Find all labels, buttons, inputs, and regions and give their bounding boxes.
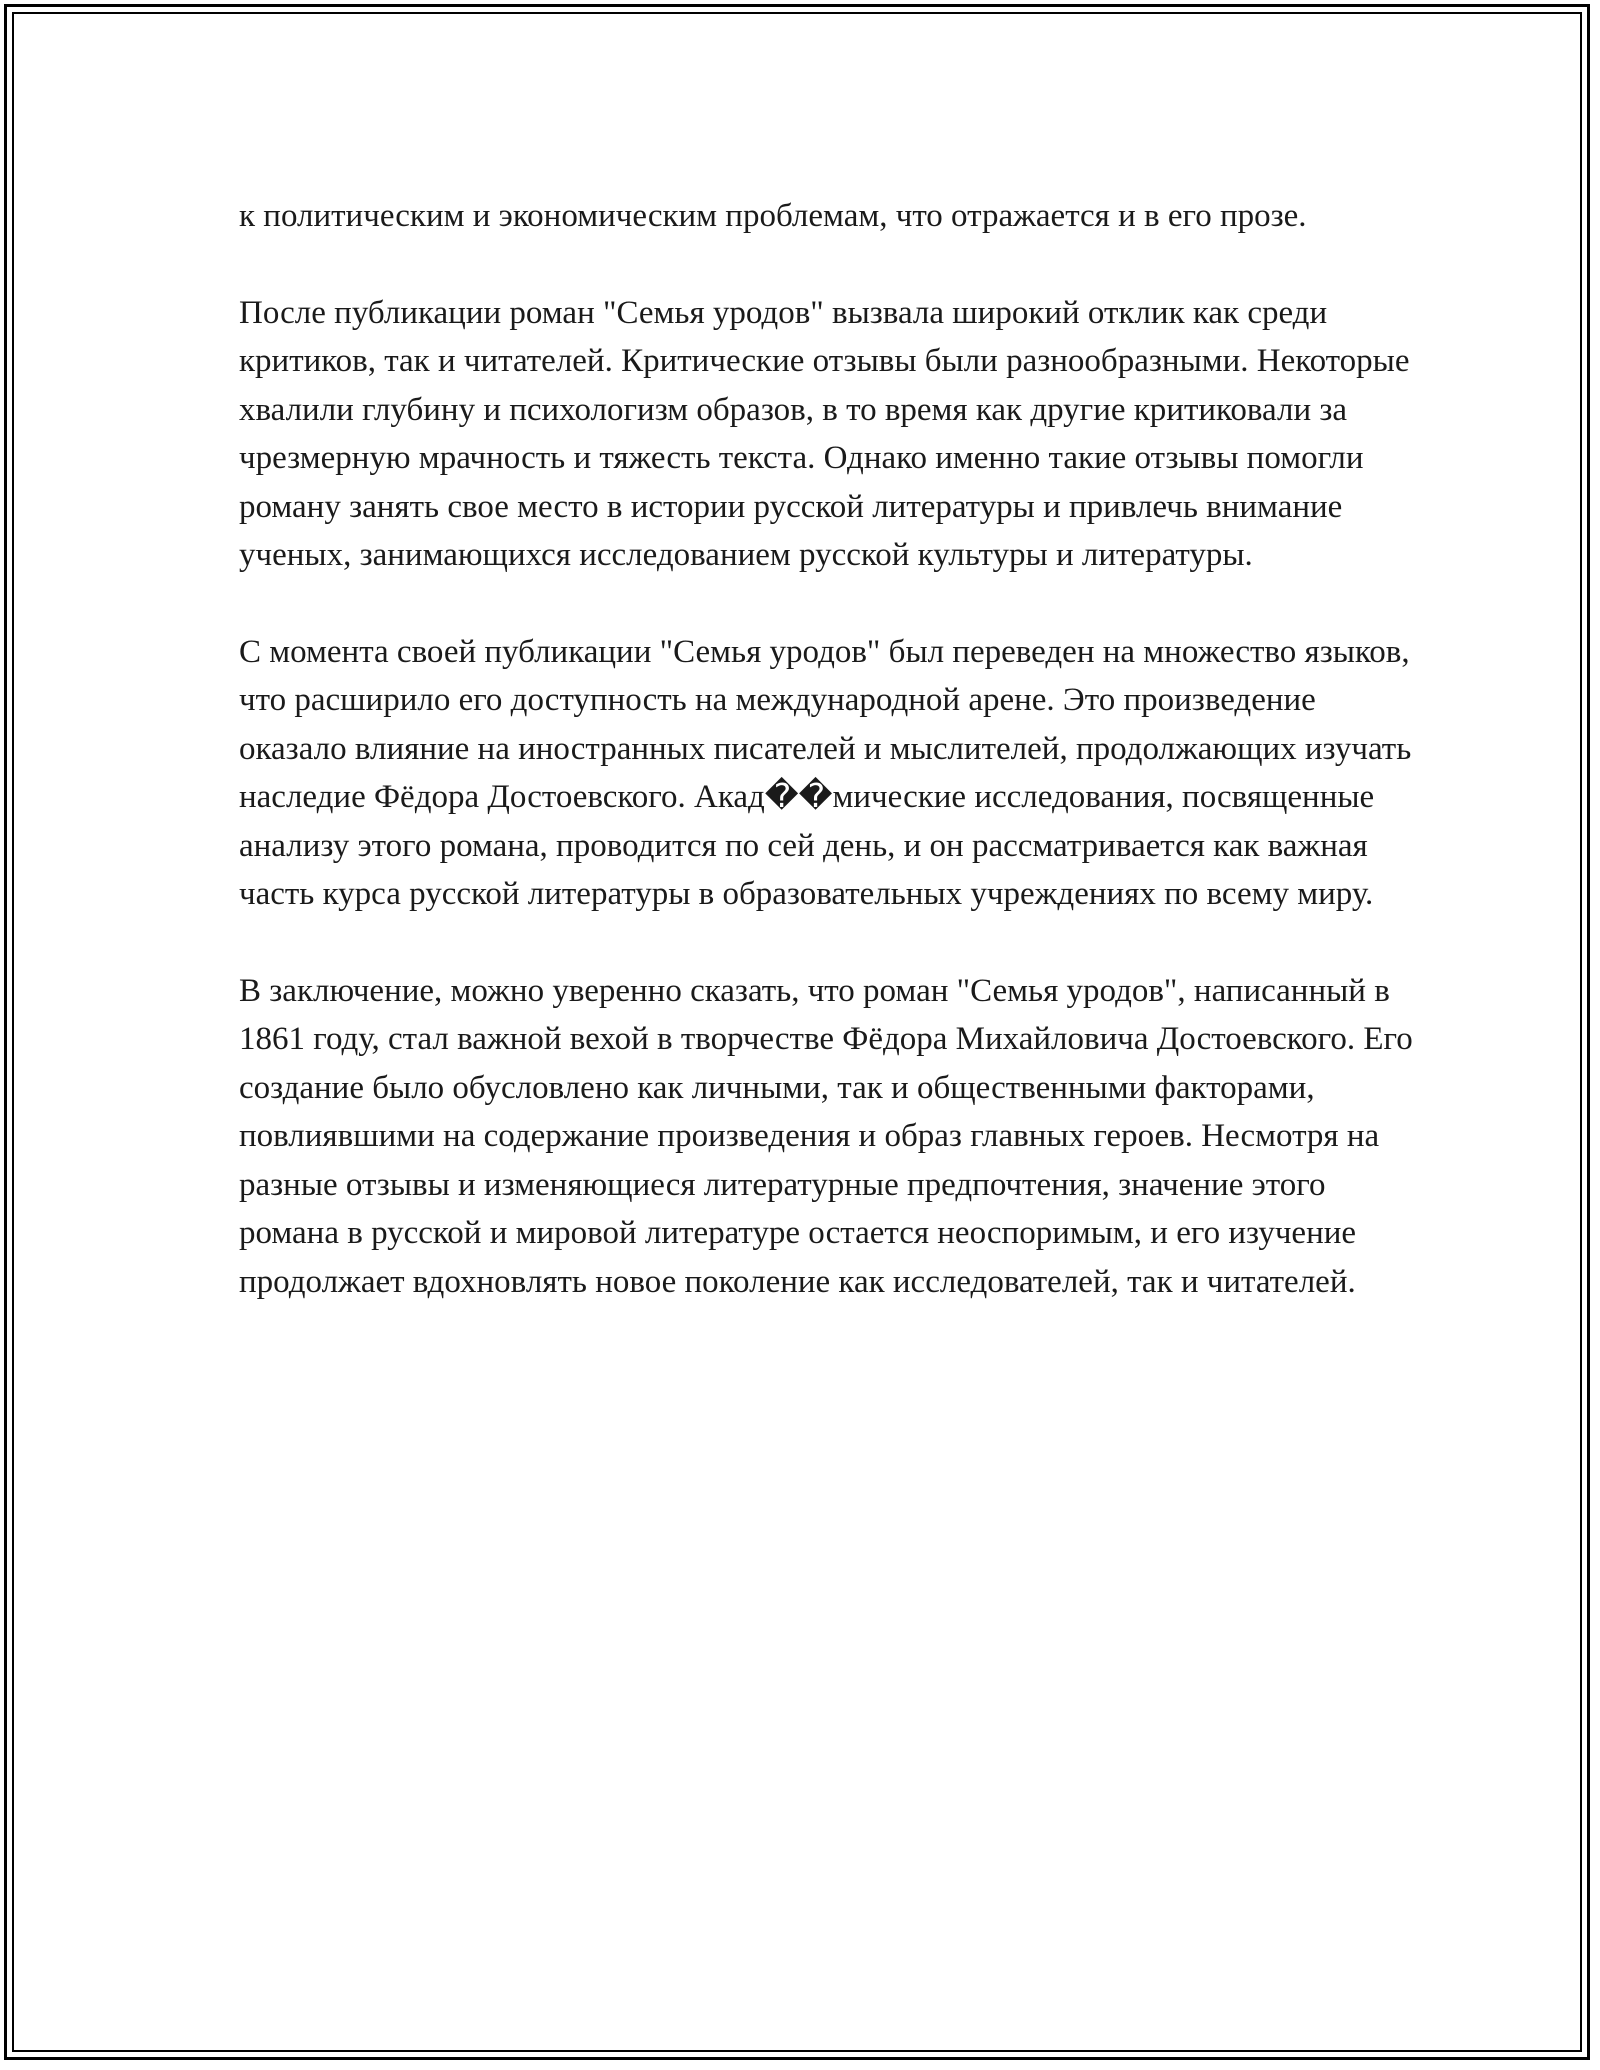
- paragraph-3: С момента своей публикации "Семья уродов" был переведен на множество языков, что расширило его доступность на международной арене. Это произведение оказало влияние на иностранных писателей и мыслителей, продолжающих изучать наследие Фёдора Достоевского. Акад��мические исследования, посвященные анализу этого романа, проводится по сей день, и он рассматривается как важная часть курса русской литературы в образовательных учреждениях по всему миру.: [239, 633, 1412, 912]
- page-frame: [4, 4, 1590, 2060]
- paragraph-2: После публикации роман "Семья уродов" вызвала широкий отклик как среди критиков, так и читателей. Критические отзывы были разнообразными. Некоторые хвалили глубину и психологизм образов, в то время как другие критиковали за чрезмерную мрачность и тяжесть текста. Однако именно такие отзывы помогли роману занять свое место в истории русской литературы и привлечь внимание ученых, занимающихся исследованием русской культуры и литературы.: [239, 294, 1410, 573]
- document-body: [239, 192, 1419, 1354]
- paragraph-4: В заключение, можно уверенно сказать, что роман "Семья уродов", написанный в 1861 году, стал важной вехой в творчестве Фёдора Михайловича Достоевского. Его создание было обусловлено как личными, так и общественными факторами, повлиявшими на содержание произведения и образ главных героев. Несмотря на разные отзывы и изменяющиеся литературные предпочтения, значение этого романа в русской и мировой литературе остается неоспоримым, и его изучение продолжает вдохновлять новое поколение как исследователей, так и читателей.: [239, 972, 1413, 1300]
- paragraph-1: к политическим и экономическим проблемам, что отражается и в его прозе.: [239, 198, 1307, 234]
